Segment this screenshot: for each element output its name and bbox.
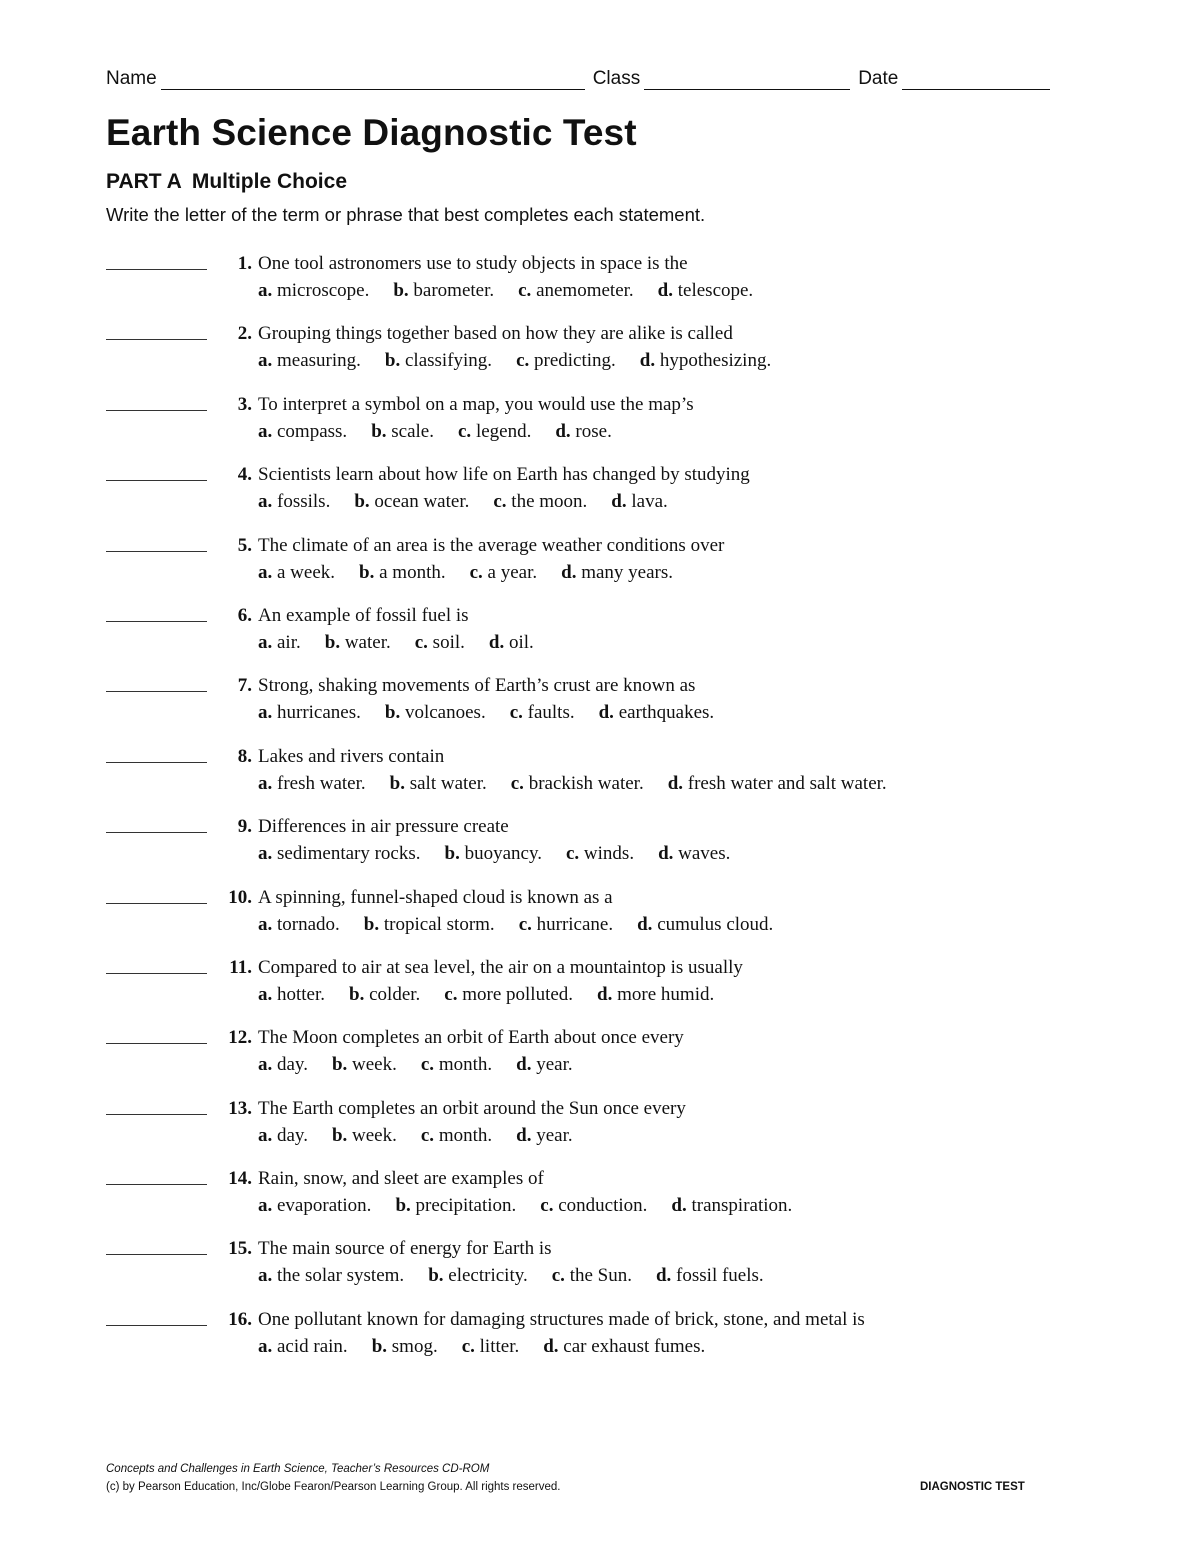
answer-choice [519,914,613,935]
question-stem: Scientists learn about how life on Earth has changed by studying [258,464,750,486]
question-list [106,251,1106,1377]
choice-letter: a. [258,983,273,1005]
choice-letter: a. [258,631,273,653]
choice-text: week. [352,1054,397,1076]
answer-blank[interactable] [106,1184,207,1185]
question-item [106,885,1106,955]
question-number: 10. [228,886,252,908]
answer-choice [668,773,887,794]
question-item [106,1166,1106,1236]
answer-choice [258,562,335,583]
answer-choice [258,491,330,512]
choice-letter: a. [258,1335,273,1357]
question-item [106,251,1106,321]
part-name: Multiple Choice [191,170,348,193]
answer-choice [658,843,730,864]
choice-text: waves. [678,843,731,865]
choice-text: anemometer. [536,280,634,301]
answer-choices [258,1263,788,1289]
question-number: 4. [237,464,252,486]
question-stem: The Moon completes an orbit of Earth about once every [258,1027,684,1049]
choice-text: a month. [379,561,446,583]
choice-letter: d. [657,280,673,301]
answer-choice [566,843,634,864]
choice-letter: d. [555,420,571,442]
choice-letter: b. [331,1124,348,1146]
footer-source: Concepts and Challenges in Earth Science, Teacher’s Resources CD-ROM [106,1463,490,1475]
choice-letter: d. [671,1195,687,1217]
question-number: 13. [228,1097,252,1119]
choice-text: microscope. [277,280,370,301]
choice-text: hurricane. [536,913,614,935]
answer-choice [470,562,538,583]
question-item [106,673,1106,743]
answer-choice [258,1336,348,1357]
choice-letter: a. [258,702,273,724]
answer-choice [516,1054,572,1075]
question-stem: One tool astronomers use to study objects in space is the [258,253,688,274]
choice-letter: a. [258,561,273,583]
question-number: 14. [228,1168,252,1190]
answer-choice [258,1265,404,1286]
answer-blank[interactable] [106,551,207,552]
choice-text: air. [277,631,301,653]
question-stem: An example of fossil fuel is [258,604,469,626]
choice-letter: d. [543,1335,559,1357]
choice-letter: a. [258,1124,273,1146]
choice-text: buoyancy. [464,843,542,865]
answer-blank[interactable] [106,269,207,270]
answer-choice [597,984,714,1005]
choice-letter: a. [258,913,273,935]
answer-choice [658,280,754,301]
question-item [106,321,1106,391]
choice-text: acid rain. [277,1335,348,1357]
answer-choice [656,1265,764,1286]
answer-choice [671,1195,792,1216]
answer-choices [258,1193,816,1219]
choice-text: a year. [487,561,538,583]
question-item [106,392,1106,462]
choice-letter: c. [509,702,523,724]
answer-blank[interactable] [106,1114,207,1115]
answer-blank[interactable] [106,1254,207,1255]
choice-letter: b. [428,1265,444,1287]
question-number: 15. [228,1238,252,1260]
answer-blank[interactable] [106,1325,207,1326]
choice-letter: b. [371,420,387,442]
answer-choice [428,1265,528,1286]
choice-text: soil. [432,631,465,653]
answer-choice [258,1054,308,1075]
question-item [106,1025,1106,1095]
choice-text: the moon. [511,491,588,513]
answer-blank[interactable] [106,973,207,974]
choice-letter: a. [258,843,273,865]
question-number: 16. [228,1308,252,1330]
question-stem: A spinning, funnel-shaped cloud is known as a [258,886,613,908]
class-label: Class [592,68,641,89]
question-number: 1. [237,253,252,274]
answer-choice [332,1125,397,1146]
date-field[interactable] [902,69,1050,90]
question-number: 3. [237,393,252,415]
choice-letter: c. [510,772,524,794]
choice-letter: d. [597,983,613,1005]
choice-text: litter. [479,1335,520,1357]
choice-text: rose. [575,420,612,442]
choice-letter: d. [667,772,684,794]
choice-text: volcanoes. [404,702,486,724]
choice-text: tropical storm. [383,913,495,935]
answer-choices [258,912,797,938]
choice-letter: c. [469,561,483,583]
choice-letter: b. [384,702,401,724]
choice-letter: b. [349,983,365,1005]
question-stem: Lakes and rivers contain [258,745,445,767]
answer-choice [258,702,361,723]
answer-choice [371,421,434,442]
answer-choice [510,702,575,723]
choice-letter: d. [598,702,614,724]
choice-text: legend. [475,420,532,442]
part-heading [106,170,347,194]
choice-text: scale. [391,420,434,442]
choice-letter: a. [258,350,273,372]
choice-text: telescope. [677,280,754,301]
choice-letter: a. [258,280,273,301]
answer-choice [415,632,465,653]
answer-choice [511,773,644,794]
choice-text: hypothesizing. [659,350,772,372]
answer-choices [258,630,558,656]
answer-choice [332,1054,397,1075]
choice-letter: d. [611,491,627,513]
answer-choice [640,350,771,371]
answer-choices [258,1052,597,1078]
choice-letter: d. [658,843,674,865]
choice-letter: b. [371,1335,388,1357]
choice-text: the Sun. [569,1265,632,1287]
answer-blank[interactable] [106,410,207,411]
answer-choice [561,562,673,583]
answer-blank[interactable] [106,762,207,763]
answer-choices [258,278,777,304]
choice-letter: d. [488,631,505,653]
choice-text: winds. [583,843,635,865]
choice-text: fresh water and salt water. [687,772,887,794]
choice-letter: a. [258,420,273,442]
question-item [106,1307,1106,1377]
answer-blank[interactable] [106,621,207,622]
choice-text: oil. [508,631,534,653]
answer-choice [364,914,495,935]
answer-choice [458,421,531,442]
answer-choice [543,1336,705,1357]
question-stem: The climate of an area is the average weather conditions over [258,534,725,556]
choice-text: classifying. [404,350,493,372]
answer-choice [258,914,340,935]
answer-choice [258,421,347,442]
answer-blank[interactable] [106,339,207,340]
answer-choice [258,843,421,864]
question-number: 5. [237,534,252,556]
choice-text: colder. [369,983,421,1005]
answer-choice [349,984,420,1005]
choice-text: hurricanes. [277,702,361,724]
question-item [106,955,1106,1025]
answer-choice [552,1265,632,1286]
choice-letter: d. [561,561,577,583]
answer-choice [421,1125,492,1146]
choice-letter: d. [637,913,653,935]
answer-choice [258,280,369,301]
choice-text: the solar system. [277,1265,405,1287]
choice-text: day. [277,1054,308,1076]
choice-letter: c. [414,631,428,653]
footer-section-label: DIAGNOSTIC TEST [920,1481,1025,1493]
choice-letter: c. [551,1265,565,1287]
choice-text: fossil fuels. [676,1265,764,1287]
choice-text: a week. [277,561,336,583]
choice-letter: d. [639,350,656,372]
answer-blank[interactable] [106,1043,207,1044]
answer-choice [489,632,534,653]
question-stem: Strong, shaking movements of Earth’s crust are known as [258,675,696,697]
answer-choice [325,632,391,653]
answer-choices [258,348,795,374]
choice-text: brackish water. [528,772,644,794]
answer-blank[interactable] [106,903,207,904]
choice-text: lava. [631,491,668,513]
answer-choices [258,982,738,1008]
question-stem: Differences in air pressure create [258,816,509,838]
choice-letter: c. [518,280,532,301]
choice-text: conduction. [558,1195,648,1217]
answer-choice [518,280,634,301]
answer-choice [599,702,715,723]
answer-choice [445,843,542,864]
choice-text: fossils. [277,491,331,513]
name-field[interactable] [161,69,585,90]
question-number: 9. [237,816,252,838]
answer-choice [462,1336,520,1357]
choice-text: week. [352,1124,397,1146]
answer-choice [611,491,667,512]
choice-text: sedimentary rocks. [277,843,421,865]
choice-text: car exhaust fumes. [563,1335,706,1357]
question-item [106,462,1106,532]
choice-letter: c. [420,1124,435,1146]
footer-copyright: (c) by Pearson Education, Inc/Globe Fearon/Pearson Learning Group. All rights reserved. [106,1481,561,1493]
question-stem: The Earth completes an orbit around the Sun once every [258,1097,686,1119]
answer-choices [258,771,911,797]
answer-blank[interactable] [106,832,207,833]
question-item [106,1096,1106,1166]
answer-choices [258,1334,729,1360]
choice-text: fresh water. [277,772,366,794]
choice-letter: b. [384,350,401,372]
student-info-line [106,68,1098,90]
answer-blank[interactable] [106,691,207,692]
answer-choice [258,1195,371,1216]
choice-letter: c. [493,491,507,513]
choice-text: faults. [527,702,575,724]
choice-letter: c. [461,1335,475,1357]
choice-text: salt water. [409,772,487,794]
answer-choice [354,491,469,512]
choice-letter: b. [324,631,341,653]
choice-text: measuring. [277,350,361,372]
question-stem: Grouping things together based on how they are alike is called [258,323,733,345]
choice-letter: c. [420,1054,435,1076]
question-number: 7. [237,675,252,697]
answer-choices [258,700,738,726]
answer-choices [258,1123,597,1149]
answer-choice [421,1054,492,1075]
choice-letter: c. [458,420,472,442]
choice-text: smog. [391,1335,438,1357]
question-item [106,533,1106,603]
answer-choice [493,491,587,512]
answer-choice [516,350,616,371]
choice-text: many years. [581,561,674,583]
answer-choice [555,421,611,442]
choice-text: year. [536,1124,573,1146]
date-label: Date [858,68,899,89]
choice-text: precipitation. [415,1195,517,1217]
question-stem: The main source of energy for Earth is [258,1238,552,1260]
choice-text: water. [344,631,391,653]
choice-text: predicting. [534,350,616,372]
answer-choice [390,773,487,794]
choice-letter: a. [258,1195,273,1217]
choice-letter: b. [363,913,380,935]
answer-choice [393,280,494,301]
choice-letter: b. [331,1054,348,1076]
choice-text: cumulus cloud. [657,913,774,935]
choice-text: more polluted. [462,983,574,1005]
question-item [106,814,1106,884]
answer-choice [258,1125,308,1146]
choice-letter: c. [540,1195,554,1217]
choice-text: earthquakes. [618,702,715,724]
choice-letter: d. [516,1124,532,1146]
question-number: 6. [237,604,252,626]
answer-choice [372,1336,438,1357]
choice-letter: d. [516,1054,532,1076]
answer-choice [444,984,573,1005]
choice-text: barometer. [413,280,495,301]
choice-letter: a. [258,1265,273,1287]
class-field[interactable] [644,69,850,90]
choice-letter: b. [395,1195,411,1217]
question-number: 11. [229,956,252,978]
choice-letter: c. [444,983,458,1005]
choice-text: tornado. [277,913,340,935]
choice-letter: a. [258,772,273,794]
choice-text: hotter. [277,983,326,1005]
answer-choice [385,702,486,723]
choice-text: compass. [277,420,348,442]
name-label: Name [106,68,157,89]
question-stem: Rain, snow, and sleet are examples of [258,1168,544,1190]
question-item [106,1236,1106,1306]
answer-choice [395,1195,516,1216]
choice-letter: b. [354,491,370,513]
choice-text: month. [438,1054,493,1076]
page-title: Earth Science Diagnostic Test [106,112,637,153]
choice-text: electricity. [448,1265,528,1287]
answer-blank[interactable] [106,480,207,481]
question-item [106,744,1106,814]
question-number: 2. [237,323,252,345]
choice-letter: b. [444,843,460,865]
choice-text: month. [438,1124,493,1146]
choice-text: day. [277,1124,308,1146]
choice-letter: b. [393,280,409,301]
choice-letter: b. [359,561,375,583]
choice-letter: c. [565,843,580,865]
answer-choices [258,560,697,586]
question-item [106,603,1106,673]
answer-choice [258,984,325,1005]
choice-text: transpiration. [691,1195,793,1217]
choice-text: evaporation. [277,1195,372,1217]
choice-text: year. [536,1054,573,1076]
answer-choice [258,350,361,371]
answer-choice [385,350,492,371]
answer-choices [258,419,636,445]
answer-choice [258,632,301,653]
choice-text: more humid. [617,983,715,1005]
answer-choice [516,1125,572,1146]
question-stem: To interpret a symbol on a map, you would use the map’s [258,393,694,415]
answer-choices [258,489,692,515]
choice-letter: b. [389,772,405,794]
choice-letter: c. [518,913,532,935]
answer-choice [359,562,446,583]
question-number: 8. [237,745,252,767]
answer-choice [637,914,773,935]
answer-choice [258,773,366,794]
choice-letter: a. [258,1054,273,1076]
question-stem: One pollutant known for damaging structures made of brick, stone, and metal is [258,1308,865,1330]
question-stem: Compared to air at sea level, the air on a mountaintop is usually [258,956,743,978]
choice-letter: a. [258,491,273,513]
answer-choices [258,841,754,867]
choice-letter: c. [516,350,530,372]
choice-letter: d. [655,1265,672,1287]
choice-text: ocean water. [374,491,470,513]
part-label: PART A [106,170,182,193]
question-number: 12. [228,1027,252,1049]
instructions: Write the letter of the term or phrase that best completes each statement. [106,204,706,225]
answer-choice [540,1195,647,1216]
